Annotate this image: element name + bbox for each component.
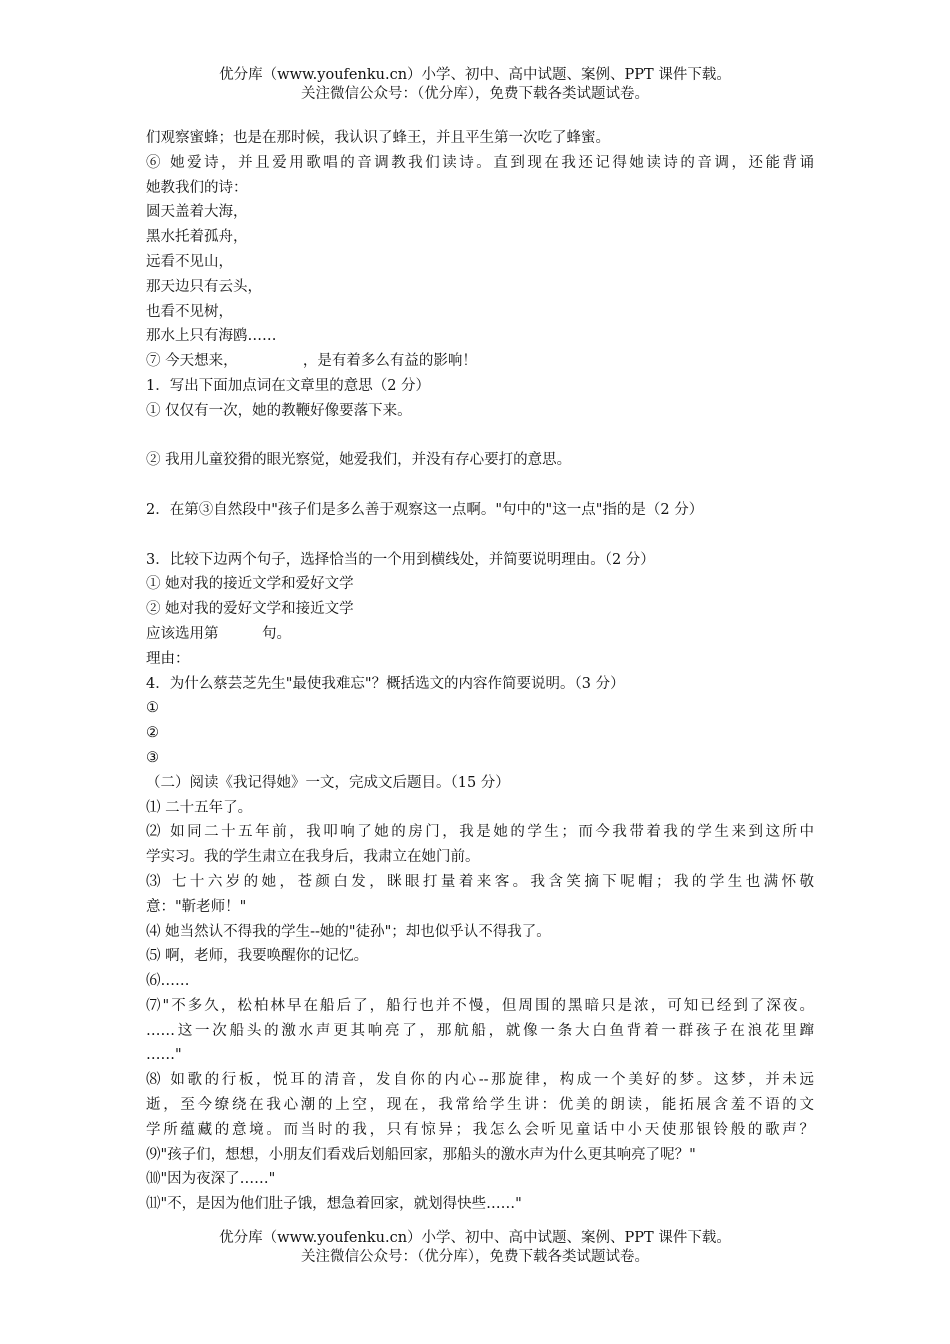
text-line: 她教我们的诗：	[146, 179, 248, 196]
answer-marker-1: ①	[146, 700, 159, 717]
question-3-option-2: ② 她对我的爱好文学和接近文学	[146, 601, 354, 618]
question-1-item-2: ② 我用儿童狡猾的眼光察觉，她爱我们，并没有存心要打的意思。	[146, 452, 572, 469]
question-3-reason: 理由：	[146, 650, 190, 667]
footer-line-1: 优分库（www.youfenku.cn）小学、初中、高中试题、案例、PPT 课件下载。	[219, 1230, 731, 1246]
paragraph-line: ⑶ 七十六岁的她，苍颜白发，眯眼打量着来客。我含笑摘下呢帽；我的学生也满怀敬	[146, 873, 814, 890]
paragraph-line: ⑹……	[146, 973, 190, 990]
text-line: ⑥ 她爱诗，并且爱用歌唱的音调教我们读诗。直到现在我还记得她读诗的音调，还能背诵	[146, 154, 814, 171]
text-line: 们观察蜜蜂；也是在那时候，我认识了蜂王，并且平生第一次吃了蜂蜜。	[146, 130, 610, 146]
paragraph-line: 逝，至今缭绕在我心潮的上空，现在，我常给学生讲：优美的朗读，能拓展含羞不语的文	[146, 1097, 814, 1114]
answer-space	[146, 424, 814, 449]
paragraph-line: ⑵ 如同二十五年前，我叩响了她的房门，我是她的学生；而今我带着我的学生来到这所中	[146, 824, 814, 841]
question-1-item-1: ① 仅仅有一次，她的教鞭好像要落下来。	[146, 402, 412, 419]
page-header	[0, 66, 950, 104]
question-4: 4．为什么蔡芸芝先生"最使我难忘"？概括选文的内容作简要说明。（3 分）	[146, 675, 625, 692]
footer-line-2: 关注微信公众号：（优分库），免费下载各类试题试卷。	[301, 1249, 649, 1265]
paragraph-line: ⑴ 二十五年了。	[146, 799, 253, 816]
poem-line: 黑水托着孤舟，	[146, 229, 248, 246]
question-2: 2．在第③自然段中"孩子们是多么善于观察这一点啊。"句中的"这一点"指的是（2 分）	[146, 501, 704, 518]
answer-space	[146, 523, 814, 548]
poem-line: 那天边只有云头，	[146, 278, 262, 295]
paragraph-line: ……"	[146, 1047, 182, 1064]
text-line: ⑦ 今天想来， ，是有着多么有益的影响！	[146, 353, 477, 370]
paragraph-line: ……这一次船头的激水声更其响亮了，那航船，就像一条大白鱼背着一群孩子在浪花里蹿	[146, 1022, 814, 1039]
poem-line: 也看不见树，	[146, 303, 233, 320]
paragraph-line: ⑸ 啊，老师，我要唤醒你的记忆。	[146, 948, 369, 965]
header-line-1: 优分库（www.youfenku.cn）小学、初中、高中试题、案例、PPT 课件下载。	[219, 67, 731, 83]
paragraph-line: 学所蕴藏的意境。而当时的我，只有惊异；我怎么会听见童话中小天使那银铃般的歌声？	[146, 1121, 814, 1138]
header-line-2: 关注微信公众号：（优分库），免费下载各类试题试卷。	[301, 86, 649, 102]
paragraph-line: ⑼"孩子们，想想，小朋友们看戏后划船回家，那船头的激水声为什么更其响亮了呢？"	[146, 1146, 696, 1163]
page-footer	[0, 1229, 950, 1267]
paragraph-line: ⑻ 如歌的行板，悦耳的清音，发自你的内心--那旋律，构成一个美好的梦。这梦，并未远	[146, 1072, 814, 1089]
paragraph-line: 意："靳老师！"	[146, 898, 247, 915]
poem-line: 圆天盖着大海，	[146, 204, 248, 221]
answer-space	[146, 473, 814, 498]
paragraph-line: ⑷ 她当然认不得我的学生--她的"徒孙"；却也似乎认不得我了。	[146, 923, 551, 940]
paragraph-line: ⑽"因为夜深了……"	[146, 1171, 276, 1188]
poem-line: 那水上只有海鸥……	[146, 328, 277, 345]
poem-line: 远看不见山，	[146, 253, 233, 270]
paragraph-line: ⑾"不，是因为他们肚子饿，想急着回家，就划得快些……"	[146, 1196, 522, 1213]
paragraph-line: ⑺"不多久，松柏林早在船后了，船行也并不慢，但周围的黑暗只是浓，可知已经到了深夜。	[146, 997, 814, 1014]
section-heading: （二）阅读《我记得她》一文，完成文后题目。（15 分）	[146, 774, 510, 791]
answer-marker-2: ②	[146, 725, 159, 742]
answer-marker-3: ③	[146, 749, 159, 766]
question-3-choice: 应该选用第 句。	[146, 625, 291, 642]
question-3: 3．比较下边两个句子，选择恰当的一个用到横线处，并简要说明理由。（2 分）	[146, 551, 655, 568]
question-3-option-1: ① 她对我的接近文学和爱好文学	[146, 576, 354, 593]
paragraph-line: 学实习。我的学生肃立在我身后，我肃立在她门前。	[146, 849, 480, 866]
question-1: 1．写出下面加点词在文章里的意思（2 分）	[146, 377, 431, 394]
document-body	[146, 126, 814, 1217]
